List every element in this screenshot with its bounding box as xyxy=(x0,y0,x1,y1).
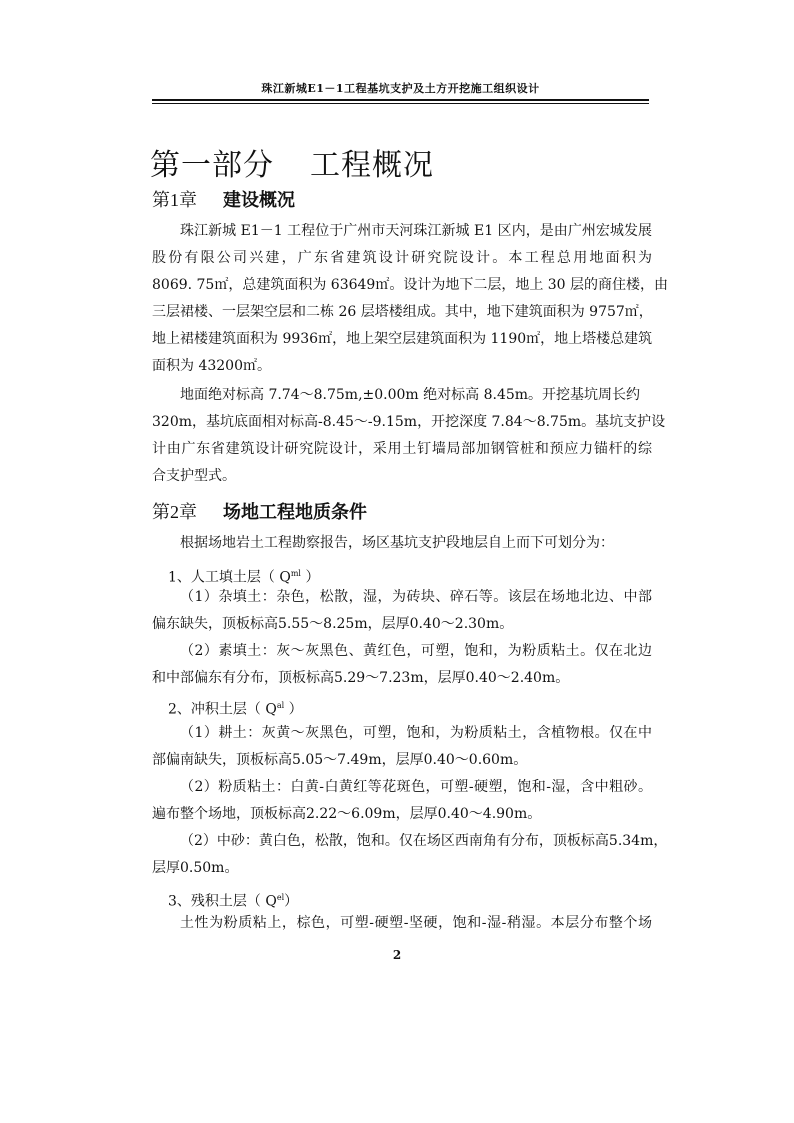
layer-2c xyxy=(152,828,668,882)
text-line: 偏东缺失，顶板标高5.55～8.25m，层厚0.40～2.30m。 xyxy=(152,616,514,632)
part-heading: 工程概况 xyxy=(310,148,434,183)
paragraph-excavation xyxy=(152,382,666,490)
chapter-number: 第2章 xyxy=(152,502,197,522)
layer-1b xyxy=(152,638,652,692)
text-line: （1）耕土：灰黄～灰黑色，可塑，饱和，为粉质粘土，含植物根。仅在中 xyxy=(180,725,652,741)
chapter-title: 场地工程地质条件 xyxy=(223,502,367,523)
chapter-title: 建设概况 xyxy=(223,190,295,211)
text-line: 三层裙楼、一层架空层和二栋 26 层塔楼组成。其中，地下建筑面积为 9757㎡， xyxy=(152,304,653,320)
header-rule-thick xyxy=(152,99,649,101)
text-line: 面积为 43200㎡。 xyxy=(152,358,271,374)
text-line: 和中部偏东有分布，顶板标高5.29～7.23m，层厚0.40～2.40m。 xyxy=(152,670,570,686)
text-line: （1）杂填土：杂色，松散，湿，为砖块、碎石等。该层在场地北边、中部 xyxy=(180,589,652,605)
layer-2-heading: 2、冲积土层（ $Q^{al}$ ） xyxy=(168,701,303,718)
chapter-number: 第1章 xyxy=(152,190,197,210)
chapter-2-heading xyxy=(152,498,367,524)
layer-2a xyxy=(152,720,652,774)
chapter-1-heading xyxy=(152,186,295,212)
paragraph-intro xyxy=(180,530,652,557)
header-rule-thin xyxy=(152,103,649,104)
text-line: 根据场地岩土工程勘察报告，场区基坑支护段地层自上而下可划分为： xyxy=(180,535,614,551)
text-line: 地上裙楼建筑面积为 9936㎡，地上架空层建筑面积为 1190㎡，地上塔楼总建筑 xyxy=(152,331,653,347)
part-label: 第一部分 xyxy=(150,148,274,183)
text-line: 计由广东省建筑设计研究院设计，采用土钉墙局部加钢管桩和预应力锚杆的综 xyxy=(152,441,652,457)
text-line: 层厚0.50m。 xyxy=(152,860,239,876)
text-line: 合支护型式。 xyxy=(152,468,236,484)
text-line: （2）粉质粘土：白黄-白黄红等花斑色，可塑-硬塑，饱和-湿，含中粗砂。 xyxy=(180,779,652,795)
part-title xyxy=(150,140,434,184)
layer-3-heading: 3、残积土层（ $Q^{el}$） xyxy=(168,893,299,910)
text-line: （2）中砂：黄白色，松散，饱和。仅在场区西南角有分布，顶板标高5.34m， xyxy=(180,833,668,849)
text-line: 8069. 75㎡，总建筑面积为 63649㎡。设计为地下二层，地上 30 层的商住楼，由 xyxy=(152,277,669,293)
layer-1-heading: 1、人工填土层（ $Q^{ml}$ ） xyxy=(168,569,320,586)
page-number: 2 xyxy=(392,948,402,962)
layer-3a xyxy=(152,910,652,937)
text-line: 部偏南缺失，顶板标高5.05～7.49m，层厚0.40～0.60m。 xyxy=(152,752,528,768)
running-header: 珠江新城E1－1工程基坑支护及土方开挖施工组织设计 xyxy=(261,82,540,95)
layer-1a xyxy=(152,584,652,638)
layer-2b xyxy=(152,774,652,828)
text-line: 珠江新城 E1－1 工程位于广州市天河珠江新城 E1 区内，是由广州宏城发展 xyxy=(180,223,652,239)
text-line: 遍布整个场地，顶板标高2.22～6.09m，层厚0.40～4.90m。 xyxy=(152,806,542,822)
text-line: 土性为粉质粘上，棕色，可塑-硬塑-坚硬，饱和-湿-稍湿。本层分布整个场 xyxy=(180,915,652,931)
text-line: 地面绝对标高 7.74～8.75m,±0.00m 绝对标高 8.45m。开挖基坑周长约 xyxy=(180,387,641,403)
paragraph-overview xyxy=(152,218,669,380)
text-line: 320m，基坑底面相对标高-8.45～-9.15m，开挖深度 7.84～8.75m。基坑支护设 xyxy=(152,414,666,430)
text-line: （2）素填土：灰～灰黑色、黄红色，可塑，饱和，为粉质粘土。仅在北边 xyxy=(180,643,652,659)
text-line: 股份有限公司兴建，广东省建筑设计研究院设计。本工程总用地面积为 xyxy=(152,250,652,266)
